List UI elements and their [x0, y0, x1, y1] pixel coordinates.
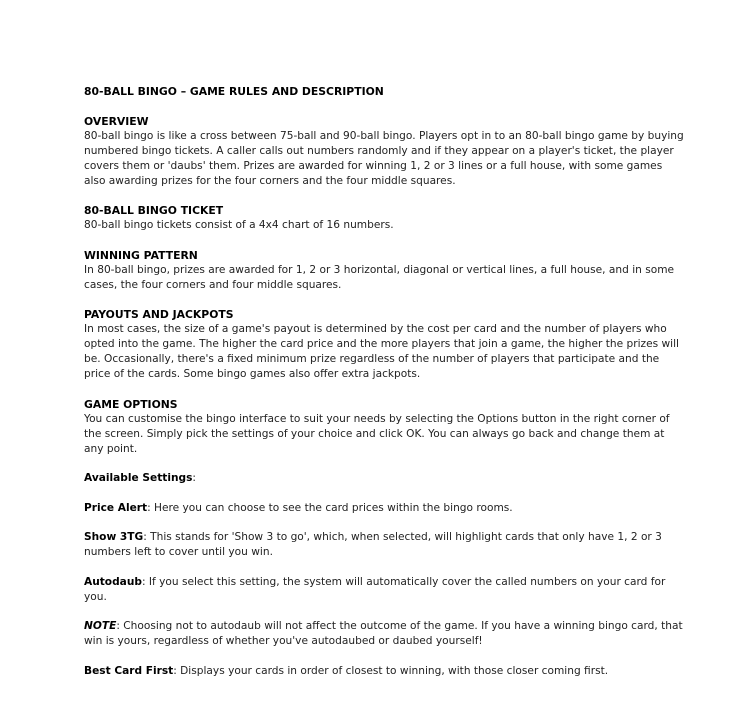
available-settings-colon: : [192, 472, 196, 484]
setting-text: : Here you can choose to see the card prices within the bingo rooms. [147, 501, 513, 514]
setting-best-card-first [84, 664, 684, 679]
setting-text: : If you select this setting, the system will automatically cover the called numbers on your card for you. [84, 575, 666, 603]
section-heading: PAYOUTS AND JACKPOTS [84, 308, 234, 321]
note-text: : Choosing not to autodaub will not affect the outcome of the game. If you have a winning bingo card, that win is yours, regardless of whether you've autodaubed or daubed yourself! [84, 620, 683, 647]
section-body: In most cases, the size of a game's payout is determined by the cost per card and the number of players who opted into the game. The higher the card price and the more players that join a game, the higher the prizes will be. Occasionally, there's a fixed minimum prize regardless of the number of players that participate and the price of the cards. Some bingo games also offer extra jackpots. [84, 323, 679, 380]
section-winning-pattern [84, 248, 684, 293]
note-label: NOTE [84, 620, 117, 632]
setting-name: Autodaub [84, 575, 142, 588]
section-body: You can customise the bingo interface to suit your needs by selecting the Options button in the right corner of the screen. Simply pick the settings of your choice and click OK. You can always go back and change them at any point. [84, 412, 670, 455]
setting-price-alert [84, 501, 684, 516]
section-heading: OVERVIEW [84, 114, 149, 128]
setting-name: Best Card First [84, 664, 174, 677]
available-settings-heading [84, 471, 684, 486]
section-heading: GAME OPTIONS [84, 397, 178, 411]
setting-show-3tg [84, 530, 684, 560]
setting-name: Show 3TG [84, 531, 144, 543]
section-payouts [84, 307, 684, 382]
section-body: 80-ball bingo is like a cross between 75-ball and 90-ball bingo. Players opt in to an 80-ball bingo game by buying numbered bingo tickets. A caller calls out numbers randomly and if they appear on a player's ticket, the player covers them or 'daubs' them. Prizes are awarded for winning 1, 2 or 3 lines or a full house, with some games also awarding prizes for the four corners and the four middle squares. [84, 129, 684, 187]
available-settings-label: Available Settings [84, 472, 193, 484]
setting-autodaub [84, 575, 684, 605]
section-ticket [84, 203, 684, 233]
document [84, 84, 684, 679]
note [84, 619, 684, 649]
setting-name: Price Alert [84, 501, 148, 514]
setting-text: : Displays your cards in order of closest to winning, with those closer coming first. [173, 664, 609, 677]
document-title: 80-BALL BINGO – GAME RULES AND DESCRIPTION [84, 85, 384, 98]
section-overview [84, 114, 684, 189]
section-heading: WINNING PATTERN [84, 248, 198, 262]
section-body: In 80-ball bingo, prizes are awarded for 1, 2 or 3 horizontal, diagonal or vertical lines, a full house, and in some cases, the four corners and four middle squares. [84, 263, 675, 291]
section-game-options [84, 397, 684, 457]
section-heading: 80-BALL BINGO TICKET [84, 204, 224, 217]
setting-text: : This stands for 'Show 3 to go', which, when selected, will highlight cards that only have 1, 2 or 3 numbers left to cover until you win. [84, 531, 662, 558]
section-body: 80-ball bingo tickets consist of a 4x4 chart of 16 numbers. [84, 219, 394, 231]
